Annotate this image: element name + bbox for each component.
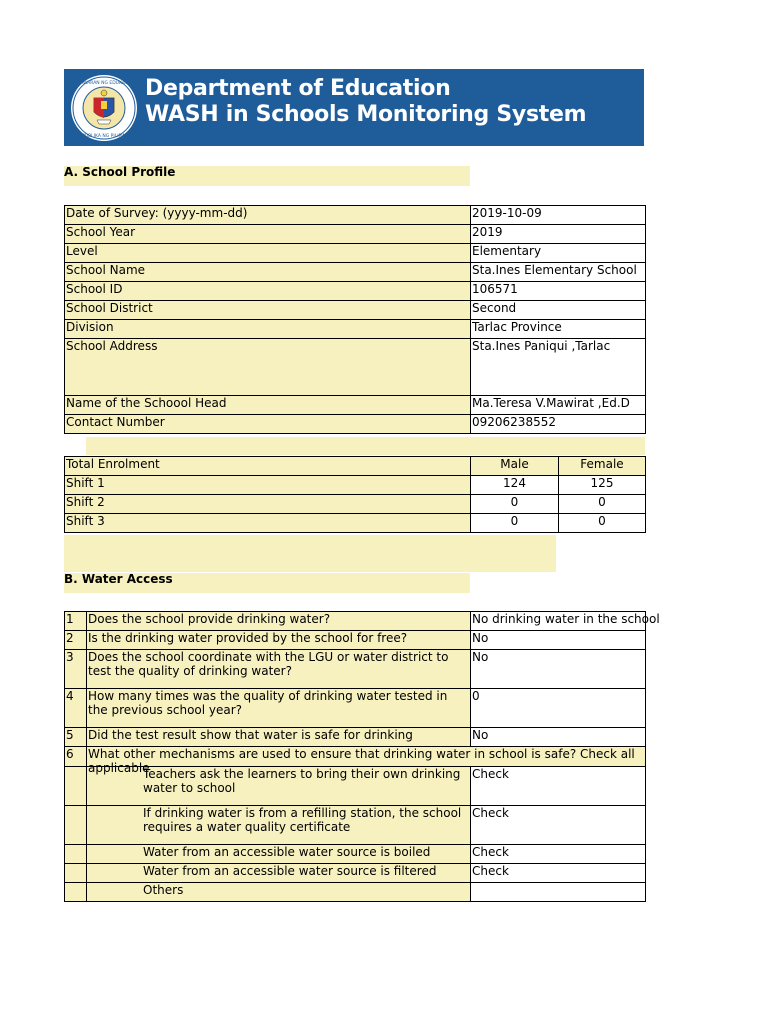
question-answer[interactable]: No: [471, 650, 646, 689]
question-number: 3: [65, 650, 87, 689]
mechanism-spacer: [65, 845, 87, 864]
profile-value[interactable]: 09206238552: [471, 415, 646, 434]
svg-text:REPUBLIKA NG PILIPINAS: REPUBLIKA NG PILIPINAS: [76, 134, 132, 139]
mechanism-text: Water from an accessible water source is boiled: [87, 845, 471, 864]
school-profile-table: [64, 205, 646, 434]
question-text-clip: What other mechanisms are used to ensure that drinking water in school is safe? Check all applicable: [88, 747, 635, 775]
question-text: Does the school coordinate with the LGU or water district to test the quality of drinking water?: [87, 650, 471, 689]
question-number: 4: [65, 689, 87, 728]
mechanism-text: Water from an accessible water source is filtered: [87, 864, 471, 883]
enrolment-header-female: Female: [559, 457, 646, 476]
shift-female-value[interactable]: 0: [559, 495, 646, 514]
profile-label: School Name: [65, 263, 471, 282]
section-a-title: [64, 166, 470, 186]
profile-label: School Year: [65, 225, 471, 244]
svg-text:KAGAWARAN NG EDUKASYON: KAGAWARAN NG EDUKASYON: [70, 81, 138, 86]
shift-label: Shift 3: [65, 514, 471, 533]
mechanism-answer[interactable]: [471, 883, 646, 902]
question-answer[interactable]: No: [471, 728, 646, 747]
profile-value[interactable]: Tarlac Province: [471, 320, 646, 339]
shift-label: Shift 2: [65, 495, 471, 514]
section-b-title: [64, 573, 470, 593]
question-text: Does the school provide drinking water?: [87, 612, 471, 631]
profile-value[interactable]: Second: [471, 301, 646, 320]
spacer-block: [64, 535, 556, 572]
question-text: How many times was the quality of drinking water tested in the previous school year?: [87, 689, 471, 728]
header-title-line1: Department of Education: [145, 76, 451, 101]
profile-label: Contact Number: [65, 415, 471, 434]
enrolment-table: [64, 456, 646, 533]
shift-female-value[interactable]: 0: [559, 514, 646, 533]
shift-female-value[interactable]: 125: [559, 476, 646, 495]
question-text: [87, 747, 646, 775]
spacer-block: [86, 437, 470, 455]
mechanism-text: Others: [87, 883, 471, 902]
mechanism-text: If drinking water is from a refilling station, the school requires a water quality certificate: [87, 806, 471, 845]
profile-value[interactable]: Ma.Teresa V.Mawirat ,Ed.D: [471, 396, 646, 415]
mechanism-answer[interactable]: Check: [471, 806, 646, 845]
profile-label: Date of Survey: (yyyy-mm-dd): [65, 206, 471, 225]
section-a-title-text: A. School Profile: [64, 165, 176, 179]
mechanism-spacer: [65, 864, 87, 883]
profile-label: School Address: [65, 339, 471, 396]
header-title-line2: WASH in Schools Monitoring System: [145, 102, 587, 127]
deped-seal-icon: [70, 74, 138, 142]
profile-value[interactable]: Sta.Ines Paniqui ,Tarlac: [471, 339, 646, 396]
mechanism-spacer: [65, 767, 87, 806]
question-answer[interactable]: 0: [471, 689, 646, 728]
question-number: 2: [65, 631, 87, 650]
profile-value[interactable]: Sta.Ines Elementary School: [471, 263, 646, 282]
shift-male-value[interactable]: 0: [471, 514, 559, 533]
profile-label: Division: [65, 320, 471, 339]
question-text: Is the drinking water provided by the school for free?: [87, 631, 471, 650]
question-answer[interactable]: No drinking water in the school: [471, 612, 646, 631]
profile-value[interactable]: 106571: [471, 282, 646, 301]
header-banner: [64, 69, 644, 146]
profile-label: School ID: [65, 282, 471, 301]
profile-value[interactable]: 2019-10-09: [471, 206, 646, 225]
profile-value[interactable]: Elementary: [471, 244, 646, 263]
profile-label: Level: [65, 244, 471, 263]
mechanism-text: Teachers ask the learners to bring their own drinking water to school: [87, 767, 471, 806]
enrolment-header-male: Male: [471, 457, 559, 476]
question-text: Did the test result show that water is safe for drinking: [87, 728, 471, 747]
shift-male-value[interactable]: 0: [471, 495, 559, 514]
question-number: 6: [65, 747, 87, 767]
profile-label: Name of the Schoool Head: [65, 396, 471, 415]
enrolment-header-total: Total Enrolment: [65, 457, 471, 476]
mechanism-answer[interactable]: Check: [471, 864, 646, 883]
mechanism-spacer: [65, 883, 87, 902]
question-answer[interactable]: No: [471, 631, 646, 650]
spacer-block: [470, 437, 645, 455]
mechanism-answer[interactable]: Check: [471, 845, 646, 864]
profile-label: School District: [65, 301, 471, 320]
water-access-table: [64, 611, 660, 902]
mechanism-answer[interactable]: Check: [471, 767, 646, 806]
question-number: 1: [65, 612, 87, 631]
section-b-title-text: B. Water Access: [64, 572, 173, 586]
question-number: 5: [65, 728, 87, 747]
profile-value[interactable]: 2019: [471, 225, 646, 244]
shift-label: Shift 1: [65, 476, 471, 495]
shift-male-value[interactable]: 124: [471, 476, 559, 495]
mechanism-spacer: [65, 806, 87, 845]
